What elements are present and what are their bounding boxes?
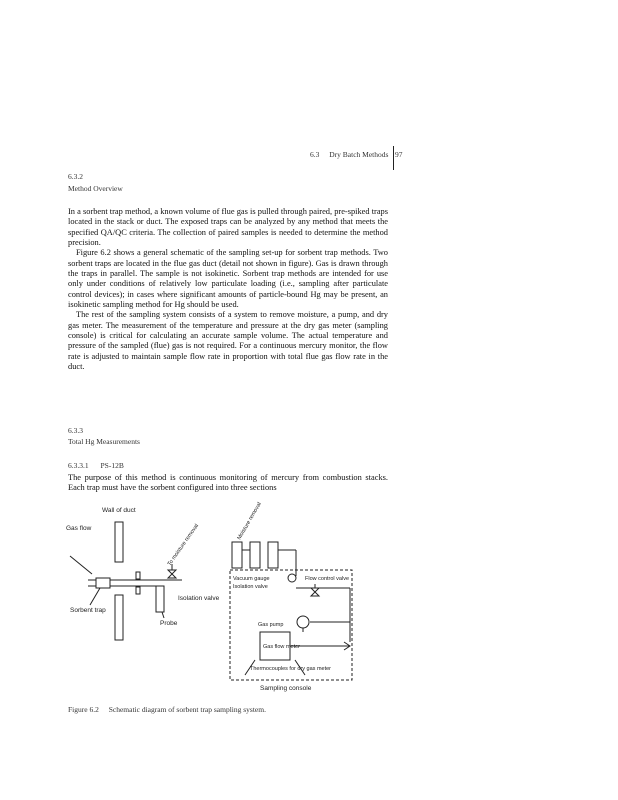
figure-label: Figure 6.2 [68,705,99,714]
subsubsection-number: 6.3.3.1 [68,461,89,470]
label-gas-flow-meter: Gas flow meter [263,644,300,650]
subsection-title: Total Hg Measurements [68,437,140,446]
moisture-tube-2 [250,542,260,568]
label-isolation-valve: Isolation valve [178,595,220,602]
sorbent-leader [90,588,100,605]
gas-flow-line [70,556,92,574]
label-wall-of-duct: Wall of duct [102,507,136,514]
subsubsection-heading [68,461,124,470]
section-body [68,207,388,373]
sorbent-trap [96,578,110,588]
header-section-number: 6.3 [310,150,320,159]
label-thermocouples: Thermocouples for dry gas meter [250,666,332,672]
running-header [310,150,388,159]
paragraph-1: In a sorbent trap method, a known volume of flue gas is pulled through paired, pre-spiked traps located in the stack or duct. The exposed traps can be analyzed by any method that meets the specified QA/QC criteria. The collection of paired samples is needed to determine the method precision. [68,207,388,248]
subsubsection-title: PS-12B [100,461,124,470]
header-section-title: Dry Batch Methods [329,150,389,159]
label-to-moisture-removal: To moisture removal [166,523,201,568]
duct-wall-lower [115,595,123,640]
paragraph-3: The rest of the sampling system consists of a system to remove moisture, a pump, and dry gas meter. The measurement of the temperature and pressure at the dry gas meter (sampling console) is critical for calculating an accurate sample volume. The actual temperature and pressure of the sampled (flue) gas is not required. For a continuous mercury monitor, the flow rate is adjusted to maintain sample flow rate in proportion with total flue gas flow rate in the duct. [68,310,388,372]
sampling-system-diagram [60,500,360,700]
label-vacuum-gauge: Vacuum gauge [233,576,270,582]
probe-leader [162,612,164,618]
label-gas-flow: Gas flow [66,525,92,532]
page-number: 97 [395,150,403,159]
label-gas-pump: Gas pump [258,622,284,628]
duct-wall-upper [115,522,123,562]
header-divider [393,146,394,170]
isolation-valve-left [168,570,176,578]
moisture-tube-1 [232,542,242,568]
probe-bracket-upper [136,572,140,579]
paragraph-ps12b: The purpose of this method is continuous monitoring of mercury from combustion stacks. Each trap must have the sorbent configured into three sections [68,473,388,493]
label-sampling-console: Sampling console [260,685,312,692]
label-probe: Probe [160,620,178,627]
vacuum-gauge [288,574,296,582]
probe-bracket-lower [136,587,140,594]
figure-caption-text: Schematic diagram of sorbent trap sampling system. [108,705,266,714]
label-moisture-removal-top: Moisture removal [236,501,263,541]
paragraph-2: Figure 6.2 shows a general schematic of the sampling set-up for sorbent trap methods. Two sorbent traps are located in the flue gas duct (detail not shown in figure). Gas is drawn through the traps in parallel. The sample is not isokinetic. Sorbent trap methods are intended for use only under conditions of relatively low particulate loading (i.e., sampling after particulate control devices); in cases where significant amounts of particle-bound Hg may be present, an isokinetic sampling method for Hg should be used. [68,248,388,310]
figure-caption [68,705,266,714]
label-isolation-valve-right: Isolation valve [233,584,268,590]
label-flow-control-valve: Flow control valve [305,576,350,582]
subsection-number: 6.3.3 [68,426,83,435]
label-sorbent-trap: Sorbent trap [70,607,106,614]
probe-block [156,586,164,612]
section-title: Method Overview [68,184,123,193]
section-number: 6.3.2 [68,172,83,181]
moisture-tube-3 [268,542,278,568]
flow-control-valve [311,588,319,596]
gas-pump [297,616,309,628]
